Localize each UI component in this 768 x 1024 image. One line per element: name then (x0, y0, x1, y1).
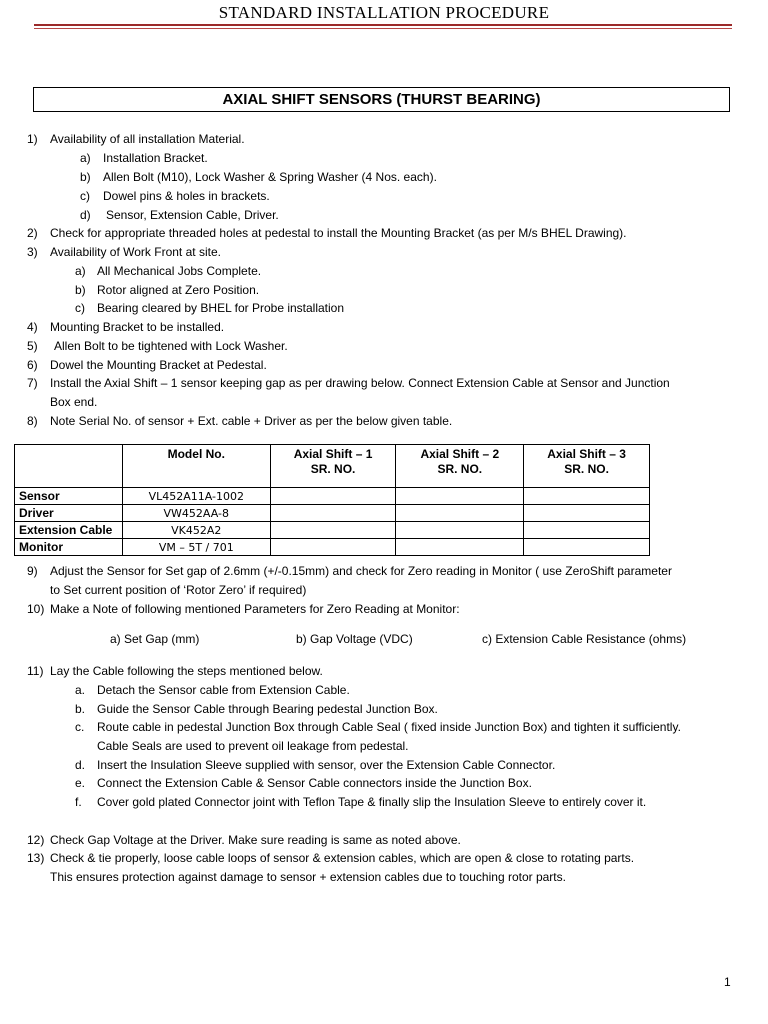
sub-text: Connect the Extension Cable & Sensor Cable connectors inside the Junction Box. (97, 776, 532, 790)
sub-text: Bearing cleared by BHEL for Probe installation (97, 301, 345, 315)
step-text: Make a Note of following mentioned Parameters for Zero Reading at Monitor: (50, 602, 460, 616)
step-text: Check & tie properly, loose cable loops of sensor & extension cables, which are open & close to rotating parts. (50, 851, 635, 865)
step-number: 8) (27, 414, 38, 428)
step-text: Adjust the Sensor for Set gap of 2.6mm (+/-0.15mm) and check for Zero reading in Monitor ( use ZeroShift parameter (50, 564, 672, 578)
row-label: Driver (15, 505, 123, 522)
sub-letter: a) (75, 264, 86, 278)
step-text-continued: Box end. (50, 395, 98, 409)
sub-item (80, 208, 91, 223)
sub-letter: b) (80, 170, 91, 184)
table-header-cell: Axial Shift – 1 SR. NO. (270, 445, 396, 488)
document-title: AXIAL SHIFT SENSORS (THURST BEARING) (33, 87, 730, 112)
model-no-cell: VW452AA-8 (122, 505, 270, 522)
table-row (15, 488, 650, 505)
step-number: 3) (27, 245, 38, 259)
step-text: Dowel the Mounting Bracket at Pedestal. (50, 358, 267, 372)
step-number: 10) (27, 602, 45, 616)
sub-item (80, 189, 90, 204)
serial-number-table (14, 444, 650, 556)
sr-no-cell (396, 539, 524, 556)
sub-letter: f. (75, 795, 82, 809)
header-title: STANDARD INSTALLATION PROCEDURE (218, 3, 550, 22)
sub-text: Detach the Sensor cable from Extension Cable. (97, 683, 350, 697)
model-no-cell: VK452A2 (122, 522, 270, 539)
sub-letter: c. (75, 720, 85, 734)
sub-letter: c) (80, 189, 90, 203)
header-rule-thin (34, 28, 732, 29)
step-text: Check for appropriate threaded holes at pedestal to install the Mounting Bracket (as per M/s BHEL Drawing). (50, 226, 627, 240)
sub-text: Rotor aligned at Zero Position. (97, 283, 260, 297)
step-number: 13) (27, 851, 45, 865)
sr-no-cell (524, 522, 650, 539)
step-text: Check Gap Voltage at the Driver. Make sure reading is same as noted above. (50, 833, 461, 847)
sub-letter: c) (75, 301, 85, 315)
sr-no-cell (270, 522, 396, 539)
step-text: Lay the Cable following the steps mentioned below. (50, 664, 323, 678)
sub-letter: b) (75, 283, 86, 297)
sub-text: Insert the Insulation Sleeve supplied with sensor, over the Extension Cable Connector. (97, 758, 556, 772)
parameter-set-gap: a) Set Gap (mm) (110, 632, 200, 646)
sub-letter: d) (80, 208, 91, 222)
sub-text: Guide the Sensor Cable through Bearing pedestal Junction Box. (97, 702, 438, 716)
step-number: 12) (27, 833, 45, 847)
header-rule (34, 24, 732, 26)
sub-text: Route cable in pedestal Junction Box through Cable Seal ( fixed inside Junction Box) and tighten it sufficiently. (97, 720, 681, 734)
sr-no-cell (396, 505, 524, 522)
sub-letter: d. (75, 758, 86, 772)
step-number: 2) (27, 226, 38, 240)
sub-item (80, 170, 91, 185)
table-header-cell: Axial Shift – 2 SR. NO. (396, 445, 524, 488)
sub-text-continued: Cable Seals are used to prevent oil leakage from pedestal. (97, 739, 409, 753)
sr-no-cell (396, 522, 524, 539)
step-text-continued: This ensures protection against damage to sensor + extension cables due to touching rotor parts. (50, 870, 566, 884)
step-text: Availability of Work Front at site. (50, 245, 221, 259)
sub-text: Cover gold plated Connector joint with Teflon Tape & finally slip the Insulation Sleeve to entirely cover it. (97, 795, 647, 809)
table-row (15, 505, 650, 522)
table-row (15, 539, 650, 556)
step-number: 1) (27, 132, 38, 146)
step-text: Mounting Bracket to be installed. (50, 320, 225, 334)
sr-no-cell (270, 539, 396, 556)
table-header-cell: Model No. (122, 445, 270, 488)
table-header-cell (15, 445, 123, 488)
step-number: 4) (27, 320, 38, 334)
sr-no-cell (524, 488, 650, 505)
sub-letter: a. (75, 683, 86, 697)
sr-no-cell (524, 505, 650, 522)
table-header-cell: Axial Shift – 3 SR. NO. (524, 445, 650, 488)
row-label: Sensor (15, 488, 123, 505)
model-no-cell: VM – 5T / 701 (122, 539, 270, 556)
row-label: Monitor (15, 539, 123, 556)
page-number: 1 (724, 975, 731, 989)
sr-no-cell (396, 488, 524, 505)
sub-letter: b. (75, 702, 86, 716)
model-no-cell: VL452A11A-1002 (122, 488, 270, 505)
step-number: 5) (27, 339, 38, 353)
sub-letter: e. (75, 776, 86, 790)
step-text-continued: to Set current position of ‘Rotor Zero’ if required) (50, 583, 307, 597)
step-number: 11) (27, 664, 44, 678)
step-text: Availability of all installation Material. (50, 132, 245, 146)
step-text: Install the Axial Shift – 1 sensor keeping gap as per drawing below. Connect Extension Cable at Sensor and Junction (50, 376, 670, 390)
sr-no-cell (270, 488, 396, 505)
sub-text: Allen Bolt (M10), Lock Washer & Spring Washer (4 Nos. each). (103, 170, 437, 184)
sub-item (80, 151, 91, 166)
sub-text: Dowel pins & holes in brackets. (103, 189, 270, 203)
sr-no-cell (270, 505, 396, 522)
sub-text: Installation Bracket. (103, 151, 208, 165)
row-label: Extension Cable (15, 522, 123, 539)
step-number: 9) (27, 564, 38, 578)
parameter-cable-resistance: c) Extension Cable Resistance (ohms) (482, 632, 687, 646)
table-row (15, 522, 650, 539)
sr-no-cell (524, 539, 650, 556)
parameter-gap-voltage: b) Gap Voltage (VDC) (296, 632, 413, 646)
sub-text: All Mechanical Jobs Complete. (97, 264, 262, 278)
step-text: Note Serial No. of sensor + Ext. cable + Driver as per the below given table. (50, 414, 453, 428)
step-text: Allen Bolt to be tightened with Lock Washer. (54, 339, 288, 353)
sub-text: Sensor, Extension Cable, Driver. (106, 208, 279, 222)
table-header-row (15, 445, 650, 488)
step-number: 6) (27, 358, 38, 372)
step-number: 7) (27, 376, 38, 390)
sub-letter: a) (80, 151, 91, 165)
